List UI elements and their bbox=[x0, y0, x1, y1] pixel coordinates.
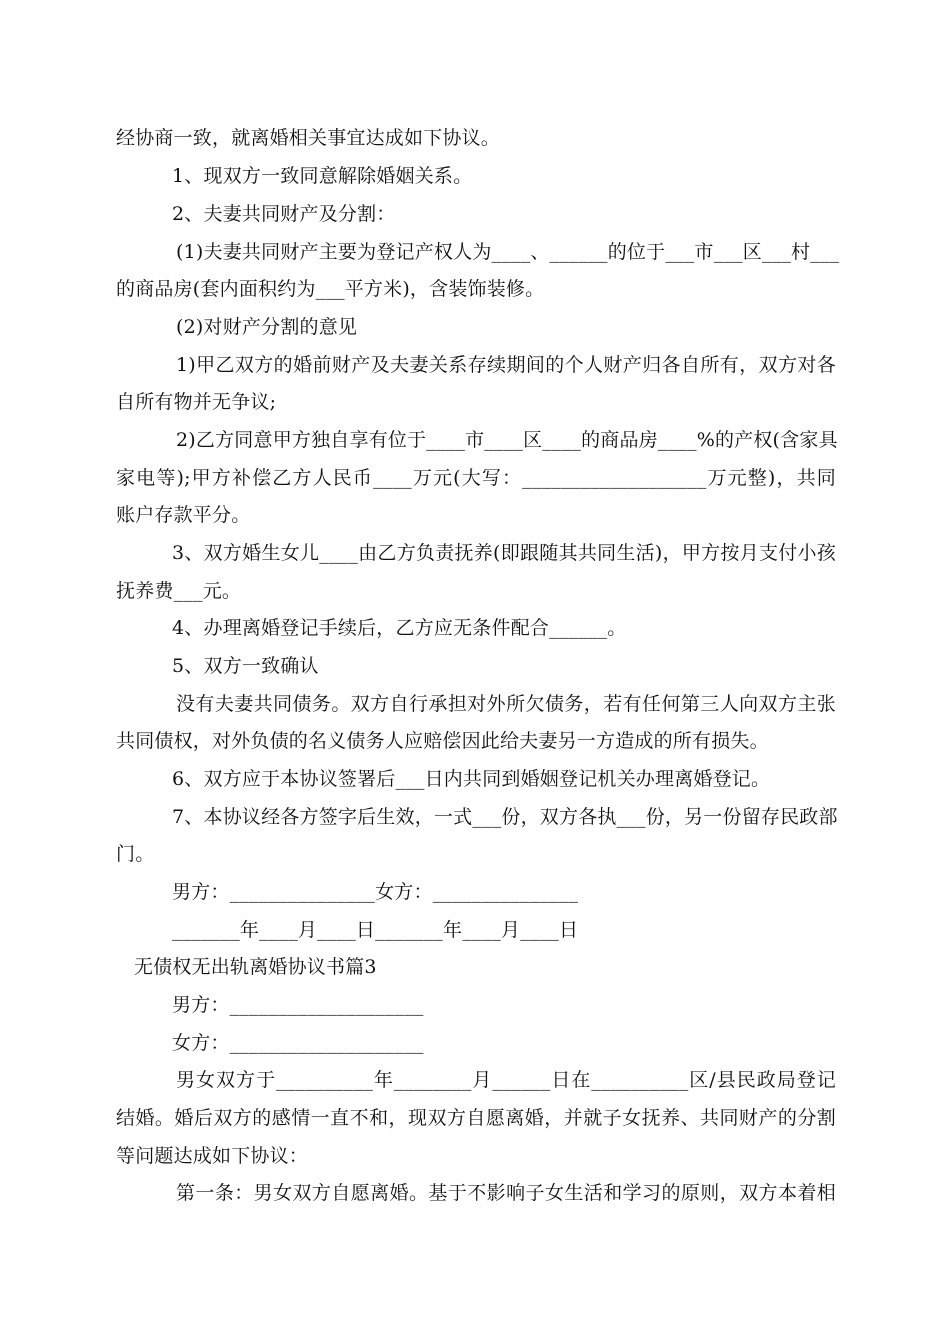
paragraph-line: 共同债权，对外负债的名义债务人应赔偿因此给夫妻另一方造成的所有损失。 bbox=[116, 730, 769, 752]
clause-2-heading: 2、夫妻共同财产及分割： bbox=[172, 203, 396, 225]
clause-5: 5、双方一致确认 bbox=[172, 655, 319, 677]
paragraph-line: 经协商一致，就离婚相关事宜达成如下协议。 bbox=[116, 127, 501, 149]
signature-line: 男方：_______________女方：_______________ bbox=[172, 881, 579, 903]
paragraph-line: 抚养费___元。 bbox=[116, 580, 242, 602]
paragraph-line: (1)夫妻共同财产主要为登记产权人为____、______的位于___市___区___村___ bbox=[176, 241, 840, 263]
paragraph-line: 自所有物并无争议; bbox=[116, 391, 277, 413]
paragraph-line: 门。 bbox=[116, 843, 155, 865]
paragraph-line: 没有夫妻共同债务。双方自行承担对外所欠债务，若有任何第三人向双方主张 bbox=[176, 693, 836, 715]
section-title: 无债权无出轨离婚协议书篇3 bbox=[134, 956, 377, 978]
paragraph-line: 等问题达成如下协议： bbox=[116, 1145, 309, 1167]
paragraph-line: 结婚。婚后双方的感情一直不和，现双方自愿离婚，并就子女抚养、共同财产的分割 bbox=[116, 1107, 836, 1129]
paragraph-line: 家电等);甲方补偿乙方人民币____万元(大写：___________________万元整)，共同 bbox=[116, 467, 836, 489]
paragraph-line: 1)甲乙双方的婚前财产及夫妻关系存续期间的个人财产归各自所有，双方对各 bbox=[176, 354, 836, 376]
paragraph-line: 2)乙方同意甲方独自享有位于____市____区____的商品房____%的产权(含家具 bbox=[176, 429, 838, 451]
article-1: 第一条：男女双方自愿离婚。基于不影响子女生活和学习的原则，双方本着相 bbox=[176, 1182, 836, 1204]
paragraph-line: 的商品房(套内面积约为___平方米)，含装饰装修。 bbox=[116, 278, 545, 300]
clause-6: 6、双方应于本协议签署后___日内共同到婚姻登记机关办理离婚登记。 bbox=[172, 768, 771, 790]
subclause-heading: (2)对财产分割的意见 bbox=[176, 316, 358, 338]
paragraph-line: 男女双方于__________年________月______日在__________区/县民政局登记 bbox=[176, 1069, 836, 1091]
wife-field: 女方：____________________ bbox=[172, 1032, 424, 1054]
husband-field: 男方：____________________ bbox=[172, 994, 424, 1016]
date-line: _______年____月____日_______年____月____日 bbox=[172, 919, 579, 941]
clause-1: 1、现双方一致同意解除婚姻关系。 bbox=[172, 165, 473, 187]
clause-7: 7、本协议经各方签字后生效，一式___份，双方各执___份，另一份留存民政部 bbox=[172, 806, 838, 828]
clause-3: 3、双方婚生女儿____由乙方负责抚养(即跟随其共同生活)，甲方按月支付小孩 bbox=[172, 542, 836, 564]
clause-4: 4、办理离婚登记手续后，乙方应无条件配合______。 bbox=[172, 617, 627, 639]
paragraph-line: 账户存款平分。 bbox=[116, 504, 251, 526]
